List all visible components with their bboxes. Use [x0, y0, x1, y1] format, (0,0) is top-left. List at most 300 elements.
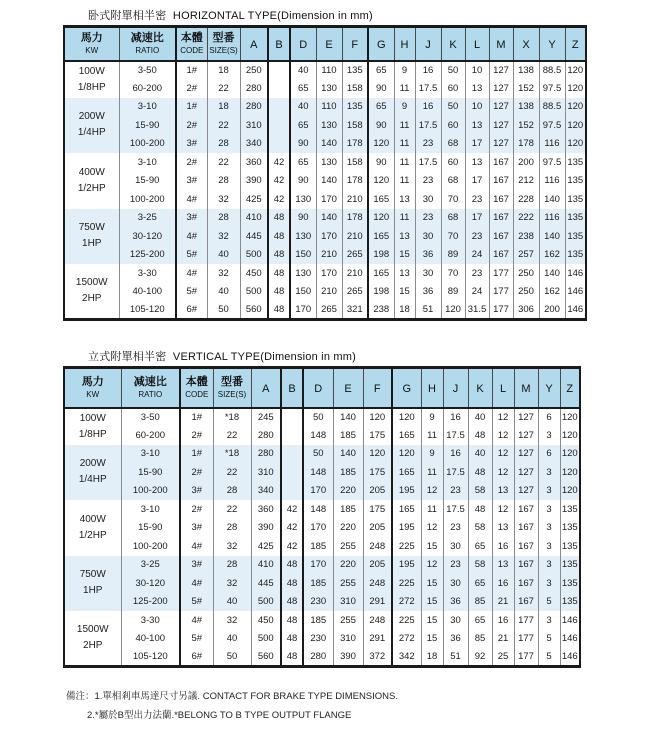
dim-j-cell: 17.5 — [415, 79, 441, 98]
dim-f-cell: 210 — [342, 190, 368, 209]
dim-y-cell: 3 — [538, 463, 560, 482]
dim-m-cell: 167 — [489, 209, 513, 228]
dim-x-cell: 228 — [513, 190, 539, 209]
dim-l-cell: 23 — [465, 190, 489, 209]
code-cell: 3# — [180, 556, 213, 575]
col-header-f: F — [363, 368, 392, 408]
dim-l-cell: 24 — [465, 246, 489, 265]
dim-l-cell: 12 — [492, 445, 514, 464]
dim-f-cell: 248 — [363, 574, 392, 593]
dim-e-cell: 110 — [316, 98, 342, 117]
code-cell: 4# — [176, 190, 207, 209]
dim-m-cell: 127 — [514, 463, 538, 482]
dim-f-cell: 158 — [342, 116, 368, 135]
dim-k-cell: 89 — [441, 246, 465, 265]
dim-x-cell: 212 — [513, 172, 539, 191]
dim-d-cell: 50 — [303, 408, 333, 427]
size-cell: 32 — [213, 537, 251, 556]
table-row — [64, 116, 586, 135]
col-header-a: A — [240, 27, 268, 61]
dim-y-cell: 3 — [538, 482, 560, 501]
size-cell: 28 — [213, 482, 251, 501]
footnote-2: 2.*屬於B型出力法蘭.*BELONG TO B TYPE OUTPUT FLANGE — [87, 710, 352, 721]
dim-e-cell: 170 — [316, 190, 342, 209]
dim-m-cell: 167 — [514, 574, 538, 593]
dim-e-cell: 255 — [333, 611, 363, 630]
dim-h-cell: 13 — [394, 264, 415, 283]
dim-d-cell: 185 — [303, 537, 333, 556]
power-cell: 1500W 2HP — [64, 264, 119, 320]
dim-d-cell: 65 — [290, 153, 316, 172]
code-cell: 2# — [180, 463, 213, 482]
dim-h-cell: 11 — [394, 209, 415, 228]
dim-j-cell: 16 — [443, 445, 468, 464]
dim-f-cell: 135 — [342, 98, 368, 117]
table-row — [64, 648, 580, 667]
col-header-z: Z — [560, 368, 580, 408]
dim-z-cell: 146 — [560, 611, 580, 630]
ratio-cell: 3-25 — [119, 209, 176, 228]
size-cell: 28 — [213, 519, 251, 538]
size-cell: 40 — [207, 283, 240, 302]
code-cell: 3# — [180, 482, 213, 501]
dim-k-cell: 65 — [468, 611, 492, 630]
dim-j-cell: 51 — [443, 648, 468, 667]
ratio-cell: 3-10 — [121, 500, 180, 519]
code-cell: 5# — [180, 593, 213, 612]
col-header-l: L — [492, 368, 514, 408]
dim-h-cell: 15 — [394, 246, 415, 265]
size-cell: *18 — [213, 408, 251, 427]
dim-j-cell: 23 — [443, 482, 468, 501]
dim-k-cell: 65 — [468, 574, 492, 593]
table-row — [64, 98, 586, 117]
code-cell: 6# — [180, 648, 213, 667]
power-cell: 400W 1/2HP — [64, 500, 121, 556]
dim-h-cell: 12 — [421, 482, 443, 501]
table-row — [64, 463, 580, 482]
dim-j-cell: 23 — [415, 209, 441, 228]
dim-y-cell: 3 — [538, 537, 560, 556]
dim-f-cell: 158 — [342, 153, 368, 172]
dim-k-cell: 58 — [468, 556, 492, 575]
dim-g-cell: 65 — [368, 61, 394, 80]
dim-d-cell: 90 — [290, 135, 316, 154]
dim-e-cell: 140 — [333, 445, 363, 464]
dim-m-cell: 127 — [489, 135, 513, 154]
dim-l-cell: 12 — [492, 426, 514, 445]
dim-y-cell: 97.5 — [539, 153, 565, 172]
dim-e-cell: 140 — [333, 408, 363, 427]
dim-l-cell: 25 — [492, 648, 514, 667]
dim-g-cell: 272 — [392, 630, 421, 649]
dim-k-cell: 40 — [468, 445, 492, 464]
dim-e-cell: 220 — [333, 556, 363, 575]
dim-g-cell: 120 — [392, 445, 421, 464]
dim-y-cell: 97.5 — [539, 116, 565, 135]
table-row — [64, 301, 586, 320]
code-cell: 1# — [176, 98, 207, 117]
dim-f-cell: 175 — [363, 426, 392, 445]
size-cell: 50 — [213, 648, 251, 667]
size-cell: 50 — [207, 301, 240, 320]
dim-d-cell: 170 — [303, 482, 333, 501]
dim-d-cell: 185 — [303, 611, 333, 630]
dim-l-cell: 31.5 — [465, 301, 489, 320]
col-header-f: F — [342, 27, 368, 61]
dim-a-cell: 425 — [251, 537, 281, 556]
table-row — [64, 264, 586, 283]
code-cell: 1# — [180, 445, 213, 464]
table-row — [64, 445, 580, 464]
dim-y-cell: 200 — [539, 301, 565, 320]
dim-j-cell: 16 — [443, 408, 468, 427]
dim-b-cell: 42 — [281, 519, 303, 538]
dim-z-cell: 120 — [565, 98, 586, 117]
dim-f-cell: 248 — [363, 611, 392, 630]
size-cell: 40 — [207, 246, 240, 265]
col-header-code: 本體 CODE — [176, 27, 207, 61]
code-cell: 5# — [176, 246, 207, 265]
dim-k-cell: 60 — [441, 116, 465, 135]
dim-j-cell: 17.5 — [415, 116, 441, 135]
dim-b-cell: 42 — [268, 190, 290, 209]
ratio-cell: 3-50 — [119, 61, 176, 80]
dim-g-cell: 120 — [368, 209, 394, 228]
vertical-title-zh: 立式附單相半密 — [88, 351, 167, 363]
dim-g-cell: 90 — [368, 116, 394, 135]
dim-g-cell: 225 — [392, 537, 421, 556]
dim-l-cell: 23 — [465, 264, 489, 283]
dim-k-cell: 70 — [441, 264, 465, 283]
col-header-x: X — [513, 27, 539, 61]
dim-e-cell: 110 — [316, 61, 342, 80]
dim-a-cell: 410 — [251, 556, 281, 575]
dim-z-cell: 135 — [560, 574, 580, 593]
dim-z-cell: 135 — [560, 593, 580, 612]
dim-z-cell: 120 — [560, 408, 580, 427]
dim-m-cell: 167 — [489, 190, 513, 209]
col-header-sizes: 型番 SIZE(S) — [207, 27, 240, 61]
power-cell: 100W 1/8HP — [64, 408, 121, 445]
code-cell: 1# — [176, 61, 207, 80]
dim-h-cell: 15 — [421, 593, 443, 612]
table-row — [64, 556, 580, 575]
dim-b-cell: 42 — [268, 153, 290, 172]
dim-k-cell: 48 — [468, 500, 492, 519]
code-cell: 2# — [176, 79, 207, 98]
dim-y-cell: 6 — [538, 408, 560, 427]
dim-d-cell: 148 — [303, 463, 333, 482]
dim-f-cell: 120 — [363, 408, 392, 427]
dim-l-cell: 13 — [492, 519, 514, 538]
dim-b-cell — [281, 408, 303, 427]
dim-g-cell: 225 — [392, 574, 421, 593]
dim-b-cell: 48 — [281, 630, 303, 649]
dim-a-cell: 280 — [240, 79, 268, 98]
dim-m-cell: 177 — [489, 283, 513, 302]
col-header-l: L — [465, 27, 489, 61]
dim-e-cell: 310 — [333, 593, 363, 612]
dim-x-cell: 250 — [513, 264, 539, 283]
dim-l-cell: 17 — [465, 209, 489, 228]
dim-a-cell: 445 — [251, 574, 281, 593]
dim-l-cell: 23 — [465, 227, 489, 246]
size-cell: 22 — [213, 500, 251, 519]
dim-j-cell: 23 — [443, 556, 468, 575]
col-header-b: B — [281, 368, 303, 408]
dim-h-cell: 11 — [394, 135, 415, 154]
dim-d-cell: 185 — [303, 574, 333, 593]
dim-a-cell: 425 — [240, 190, 268, 209]
dim-g-cell: 165 — [368, 190, 394, 209]
dim-k-cell: 120 — [441, 301, 465, 320]
dim-g-cell: 120 — [392, 408, 421, 427]
dim-d-cell: 130 — [290, 227, 316, 246]
dim-d-cell: 148 — [303, 500, 333, 519]
vertical-dimensions-table — [63, 366, 581, 668]
dim-b-cell: 42 — [268, 172, 290, 191]
code-cell: 3# — [176, 172, 207, 191]
dim-z-cell: 146 — [565, 264, 586, 283]
dim-h-cell: 11 — [394, 79, 415, 98]
dim-d-cell: 65 — [290, 79, 316, 98]
table-row — [64, 574, 580, 593]
dim-e-cell: 170 — [316, 227, 342, 246]
dim-x-cell: 178 — [513, 135, 539, 154]
dim-m-cell: 127 — [514, 426, 538, 445]
dim-f-cell: 175 — [363, 500, 392, 519]
size-cell: 28 — [207, 172, 240, 191]
ratio-cell: 100-200 — [119, 190, 176, 209]
dim-a-cell: 360 — [240, 153, 268, 172]
dim-b-cell: 42 — [281, 500, 303, 519]
dim-j-cell: 23 — [443, 519, 468, 538]
dim-h-cell: 15 — [394, 283, 415, 302]
dim-z-cell: 135 — [565, 153, 586, 172]
dim-b-cell: 48 — [281, 593, 303, 612]
dim-e-cell: 390 — [333, 648, 363, 667]
dim-h-cell: 15 — [421, 537, 443, 556]
dim-z-cell: 120 — [560, 445, 580, 464]
dim-b-cell — [281, 482, 303, 501]
col-header-code: 本體 CODE — [180, 368, 213, 408]
table-row — [64, 209, 586, 228]
dim-b-cell: 48 — [268, 246, 290, 265]
col-header-k: K — [468, 368, 492, 408]
dim-e-cell: 130 — [316, 79, 342, 98]
dim-y-cell: 116 — [539, 172, 565, 191]
table-row — [64, 283, 586, 302]
dim-z-cell: 135 — [565, 209, 586, 228]
dim-e-cell: 185 — [333, 426, 363, 445]
dim-b-cell — [268, 79, 290, 98]
dim-k-cell: 60 — [441, 79, 465, 98]
ratio-cell: 3-10 — [119, 98, 176, 117]
dim-x-cell: 200 — [513, 153, 539, 172]
ratio-cell: 40-100 — [119, 283, 176, 302]
ratio-cell: 3-10 — [121, 445, 180, 464]
dim-g-cell: 65 — [368, 98, 394, 117]
code-cell: 4# — [180, 537, 213, 556]
dim-x-cell: 222 — [513, 209, 539, 228]
table-row — [64, 172, 586, 191]
dim-g-cell: 198 — [368, 283, 394, 302]
dim-f-cell: 210 — [342, 227, 368, 246]
dim-m-cell: 167 — [514, 519, 538, 538]
dim-y-cell: 140 — [539, 227, 565, 246]
dim-a-cell: 390 — [251, 519, 281, 538]
dim-g-cell: 198 — [368, 246, 394, 265]
power-cell: 750W 1HP — [64, 556, 121, 612]
dim-l-cell: 16 — [492, 574, 514, 593]
code-cell: 6# — [176, 301, 207, 320]
dim-h-cell: 9 — [394, 61, 415, 80]
dim-m-cell: 177 — [514, 648, 538, 667]
dim-y-cell: 88.5 — [539, 61, 565, 80]
col-header-j: J — [443, 368, 468, 408]
dim-b-cell — [268, 98, 290, 117]
dim-f-cell: 178 — [342, 209, 368, 228]
dim-k-cell: 50 — [441, 98, 465, 117]
dim-g-cell: 165 — [392, 463, 421, 482]
dim-l-cell: 13 — [465, 79, 489, 98]
dim-y-cell: 116 — [539, 209, 565, 228]
dim-h-cell: 11 — [421, 426, 443, 445]
dim-a-cell: 245 — [251, 408, 281, 427]
dim-y-cell: 140 — [539, 264, 565, 283]
col-header-ratio: 减速比 RATIO — [119, 27, 176, 61]
ratio-cell: 3-25 — [121, 556, 180, 575]
size-cell: 32 — [207, 190, 240, 209]
dim-b-cell: 48 — [268, 264, 290, 283]
dim-d-cell: 148 — [303, 426, 333, 445]
dim-f-cell: 175 — [363, 463, 392, 482]
table-row — [64, 190, 586, 209]
table-row — [64, 246, 586, 265]
dim-y-cell: 3 — [538, 519, 560, 538]
dim-e-cell: 210 — [316, 283, 342, 302]
dim-j-cell: 36 — [415, 283, 441, 302]
dim-b-cell: 48 — [281, 556, 303, 575]
dim-e-cell: 310 — [333, 630, 363, 649]
dim-y-cell: 3 — [538, 556, 560, 575]
dim-a-cell: 500 — [240, 246, 268, 265]
dim-g-cell: 195 — [392, 519, 421, 538]
dim-z-cell: 135 — [565, 227, 586, 246]
dim-a-cell: 280 — [251, 445, 281, 464]
dim-a-cell: 560 — [251, 648, 281, 667]
dim-j-cell: 17.5 — [415, 153, 441, 172]
size-cell: 32 — [207, 264, 240, 283]
dim-a-cell: 340 — [251, 482, 281, 501]
ratio-cell: 3-50 — [121, 408, 180, 427]
dim-m-cell: 167 — [489, 246, 513, 265]
size-cell: 32 — [213, 574, 251, 593]
dim-k-cell: 58 — [468, 519, 492, 538]
dim-y-cell: 5 — [538, 593, 560, 612]
dim-j-cell: 30 — [443, 611, 468, 630]
dim-z-cell: 135 — [560, 537, 580, 556]
power-cell: 400W 1/2HP — [64, 153, 119, 209]
size-cell: 22 — [207, 153, 240, 172]
size-cell: 32 — [207, 227, 240, 246]
ratio-cell: 60-200 — [121, 426, 180, 445]
dim-j-cell: 30 — [415, 190, 441, 209]
dim-d-cell: 170 — [303, 519, 333, 538]
dim-m-cell: 127 — [514, 445, 538, 464]
dim-y-cell: 97.5 — [539, 79, 565, 98]
dim-g-cell: 90 — [368, 153, 394, 172]
dim-b-cell: 48 — [281, 648, 303, 667]
dim-h-cell: 11 — [394, 153, 415, 172]
dim-z-cell: 120 — [560, 426, 580, 445]
size-cell: 22 — [207, 79, 240, 98]
dim-j-cell: 51 — [415, 301, 441, 320]
dim-j-cell: 36 — [443, 630, 468, 649]
dim-b-cell: 48 — [268, 283, 290, 302]
table-row — [64, 482, 580, 501]
dim-h-cell: 9 — [421, 408, 443, 427]
dim-m-cell: 167 — [514, 537, 538, 556]
dim-j-cell: 36 — [415, 246, 441, 265]
dim-j-cell: 30 — [443, 574, 468, 593]
dim-g-cell: 120 — [368, 172, 394, 191]
size-cell: 22 — [213, 463, 251, 482]
dim-j-cell: 16 — [415, 98, 441, 117]
dim-f-cell: 120 — [363, 445, 392, 464]
dim-b-cell — [268, 116, 290, 135]
dim-h-cell: 18 — [421, 648, 443, 667]
dim-b-cell — [268, 61, 290, 80]
dim-j-cell: 30 — [443, 537, 468, 556]
col-header-h: H — [421, 368, 443, 408]
dim-f-cell: 178 — [342, 172, 368, 191]
dim-d-cell: 130 — [290, 264, 316, 283]
table-row — [64, 630, 580, 649]
code-cell: 5# — [176, 283, 207, 302]
dim-m-cell: 127 — [489, 61, 513, 80]
dim-k-cell: 60 — [441, 153, 465, 172]
dim-e-cell: 185 — [333, 463, 363, 482]
table-row — [64, 519, 580, 538]
dim-b-cell: 48 — [268, 301, 290, 320]
dim-l-cell: 13 — [465, 116, 489, 135]
dim-j-cell: 23 — [415, 135, 441, 154]
dim-z-cell: 135 — [565, 190, 586, 209]
vertical-table-title — [88, 348, 356, 364]
dim-e-cell: 130 — [316, 153, 342, 172]
vertical-title-en: VERTICAL TYPE(Dimension in mm) — [172, 351, 356, 363]
dim-z-cell: 135 — [560, 556, 580, 575]
dim-d-cell: 150 — [290, 246, 316, 265]
ratio-cell: 3-10 — [119, 153, 176, 172]
dim-g-cell: 165 — [368, 227, 394, 246]
dim-x-cell: 250 — [513, 283, 539, 302]
dim-d-cell: 170 — [303, 556, 333, 575]
dim-l-cell: 17 — [465, 172, 489, 191]
dim-a-cell: 310 — [251, 463, 281, 482]
table-row — [64, 153, 586, 172]
ratio-cell: 40-100 — [121, 630, 180, 649]
dim-m-cell: 167 — [514, 556, 538, 575]
horizontal-dimensions-table — [63, 25, 587, 321]
dim-y-cell: 3 — [538, 574, 560, 593]
dim-y-cell: 6 — [538, 445, 560, 464]
table-row — [64, 426, 580, 445]
dim-x-cell: 138 — [513, 98, 539, 117]
dim-f-cell: 210 — [342, 264, 368, 283]
